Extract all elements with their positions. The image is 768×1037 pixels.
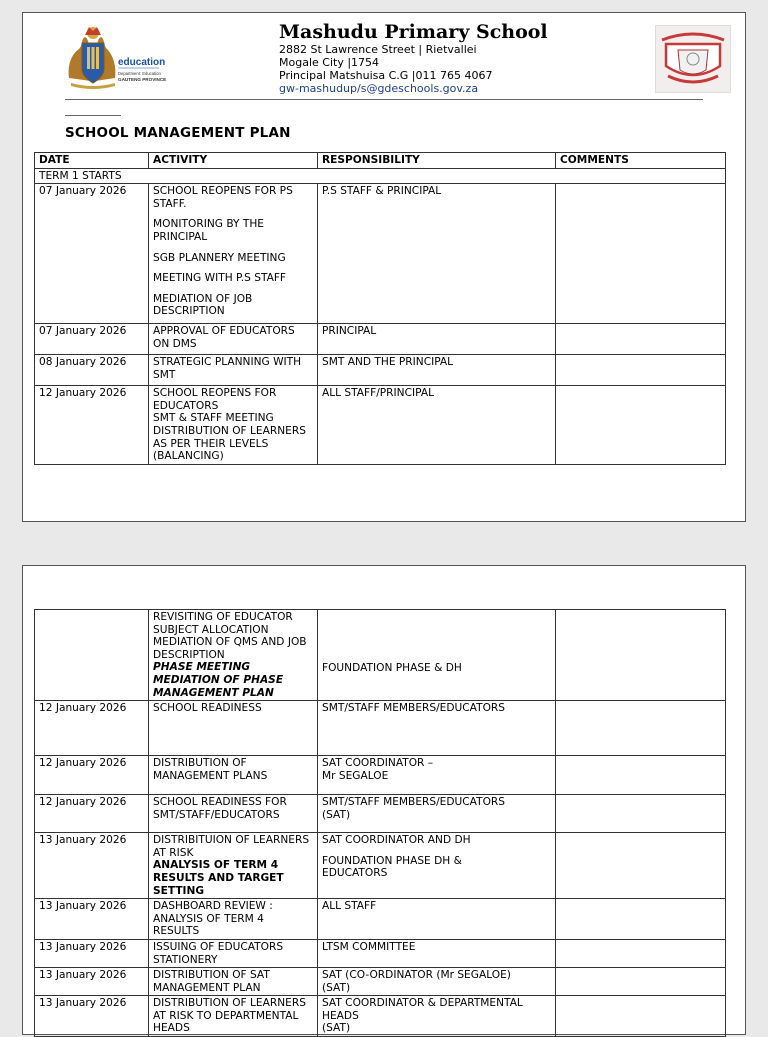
table-row	[35, 386, 726, 465]
row-responsibility: LTSM COMMITTEE	[318, 939, 556, 967]
plan-title: SCHOOL MANAGEMENT PLAN	[65, 125, 291, 141]
row-responsibility: FOUNDATION PHASE & DH	[318, 610, 556, 701]
svg-text:GAUTENG PROVINCE: GAUTENG PROVINCE	[118, 77, 167, 82]
row-date: 12 January 2026	[35, 795, 149, 833]
row-responsibility: SMT AND THE PRINCIPAL	[318, 355, 556, 386]
document-page-2	[22, 565, 746, 1035]
table-row	[35, 756, 726, 795]
table-row	[35, 184, 726, 324]
row-date: 07 January 2026	[35, 184, 149, 324]
row-comments	[556, 939, 726, 967]
row-activity: DISTRIBUTION OF SAT MANAGEMENT PLAN	[149, 968, 318, 996]
column-header-comments: COMMENTS	[556, 153, 726, 169]
school-name: Mashudu Primary School	[279, 21, 548, 43]
row-activity: SCHOOL READINESS FOR SMT/STAFF/EDUCATORS	[149, 795, 318, 833]
row-comments	[556, 756, 726, 795]
principal-contact: Principal Matshuisa C.G |011 765 4067	[279, 69, 493, 82]
svg-text:Department: Education: Department: Education	[118, 71, 161, 76]
row-activity: DASHBOARD REVIEW : ANALYSIS OF TERM 4 RESULTS	[149, 899, 318, 940]
row-activity: SCHOOL REOPENS FOR PS STAFF. MONITORING BY THE PRINCIPAL SGB PLANNERY MEETING MEETING WITH P.S STAFF MEDIATION OF JOB DESCRIPTION	[149, 184, 318, 324]
header-divider	[65, 99, 703, 100]
table-row	[35, 795, 726, 833]
row-comments	[556, 899, 726, 940]
row-responsibility: ALL STAFF	[318, 899, 556, 940]
term-row	[35, 168, 726, 184]
table-header-row	[35, 153, 726, 169]
row-activity: REVISITING OF EDUCATOR SUBJECT ALLOCATION MEDIATION OF QMS AND JOB DESCRIPTION PHASE MEETING MEDIATION OF PHASE MANAGEMENT PLAN	[149, 610, 318, 701]
row-date: 13 January 2026	[35, 833, 149, 899]
table-row	[35, 996, 726, 1037]
row-activity: DISTRIBUTION OF LEARNERS AT RISK TO DEPARTMENTAL HEADS	[149, 996, 318, 1037]
svg-text:education: education	[118, 57, 166, 68]
row-responsibility: SAT (CO-ORDINATOR (Mr SEGALOE) (SAT)	[318, 968, 556, 996]
row-date: 08 January 2026	[35, 355, 149, 386]
management-plan-table-2	[34, 609, 726, 1037]
column-header-activity: ACTIVITY	[149, 153, 318, 169]
row-activity: DISTRIBUTION OF MANAGEMENT PLANS	[149, 756, 318, 795]
row-comments	[556, 184, 726, 324]
row-date: 07 January 2026	[35, 324, 149, 355]
table-row	[35, 355, 726, 386]
row-responsibility: PRINCIPAL	[318, 324, 556, 355]
address-line-1: 2882 St Lawrence Street | Rietvallei	[279, 43, 477, 56]
row-responsibility: SMT/STAFF MEMBERS/EDUCATORS (SAT)	[318, 795, 556, 833]
row-date: 13 January 2026	[35, 939, 149, 967]
row-responsibility: SMT/STAFF MEMBERS/EDUCATORS	[318, 701, 556, 756]
school-badge-logo	[655, 25, 731, 93]
column-header-date: DATE	[35, 153, 149, 169]
gauteng-education-logo	[61, 23, 171, 93]
row-comments	[556, 355, 726, 386]
address-line-2: Mogale City |1754	[279, 56, 380, 69]
management-plan-table-1	[34, 152, 726, 465]
row-activity: DISTRIBITUION OF LEARNERS AT RISK ANALYSIS OF TERM 4 RESULTS AND TARGET SETTING	[149, 833, 318, 899]
row-date: 13 January 2026	[35, 899, 149, 940]
row-date: 13 January 2026	[35, 968, 149, 996]
row-comments	[556, 833, 726, 899]
school-email: gw-mashudup/s@gdeschools.gov.za	[279, 82, 479, 95]
row-comments	[556, 968, 726, 996]
term-label: TERM 1 STARTS	[35, 168, 726, 184]
row-date: 12 January 2026	[35, 701, 149, 756]
table-row	[35, 968, 726, 996]
row-comments	[556, 996, 726, 1037]
row-responsibility: SAT COORDINATOR – Mr SEGALOE	[318, 756, 556, 795]
row-activity: APPROVAL OF EDUCATORS ON DMS	[149, 324, 318, 355]
row-date	[35, 610, 149, 701]
row-date: 13 January 2026	[35, 996, 149, 1037]
document-page-1	[22, 12, 746, 522]
row-comments	[556, 386, 726, 465]
row-activity: SCHOOL READINESS	[149, 701, 318, 756]
table-row	[35, 939, 726, 967]
table-row	[35, 701, 726, 756]
row-responsibility: P.S STAFF & PRINCIPAL	[318, 184, 556, 324]
table-row	[35, 324, 726, 355]
row-activity: ISSUING OF EDUCATORS STATIONERY	[149, 939, 318, 967]
row-activity: STRATEGIC PLANNING WITH SMT	[149, 355, 318, 386]
table-row	[35, 899, 726, 940]
table-row	[35, 833, 726, 899]
row-comments	[556, 610, 726, 701]
row-comments	[556, 795, 726, 833]
column-header-responsibility: RESPONSIBILITY	[318, 153, 556, 169]
row-comments	[556, 324, 726, 355]
row-date: 12 January 2026	[35, 386, 149, 465]
row-responsibility: SAT COORDINATOR AND DH FOUNDATION PHASE DH & EDUCATORS	[318, 833, 556, 899]
row-activity: SCHOOL REOPENS FOR EDUCATORS SMT & STAFF MEETING DISTRIBUTION OF LEARNERS AS PER THEIR LEVELS (BALANCING)	[149, 386, 318, 465]
header-divider-short	[65, 115, 121, 116]
row-responsibility: SAT COORDINATOR & DEPARTMENTAL HEADS (SAT)	[318, 996, 556, 1037]
row-comments	[556, 701, 726, 756]
row-date: 12 January 2026	[35, 756, 149, 795]
table-row	[35, 610, 726, 701]
row-responsibility: ALL STAFF/PRINCIPAL	[318, 386, 556, 465]
